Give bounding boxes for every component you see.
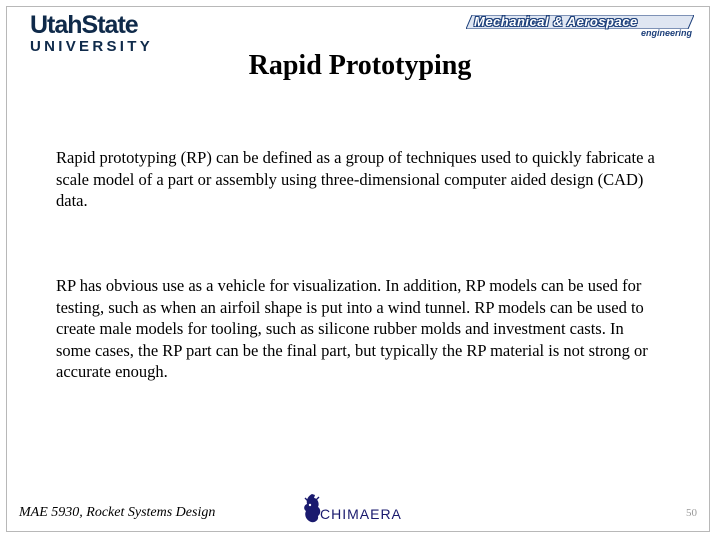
paragraph-uses: RP has obvious use as a vehicle for visualization. In addition, RP models can be used for testing, such as when an airfoil shape is put into a wind tunnel. RP models can be used to create male models for tooling, such as silicone rubber molds and investment casts. In some cases, the RP part can be the final part, but typically the RP material is not strong or accurate enough. (56, 276, 648, 382)
mae-logo-text: Mechanical & Aerospace (474, 14, 638, 29)
usu-logo (30, 13, 153, 55)
chimaera-logo (300, 492, 412, 526)
usu-logo-wordmark: UtahState (30, 11, 138, 39)
usu-logo-subtitle: UNIVERSITY (30, 38, 154, 55)
mae-logo-subtext: engineering (640, 28, 692, 38)
footer-course-label: MAE 5930, Rocket Systems Design (19, 505, 216, 520)
chimaera-logo-text: CHIMAERA (320, 506, 402, 522)
paragraph-definition: Rapid prototyping (RP) can be defined as a group of techniques used to quickly fabricate a scale model of a part or assembly using three-dimensional computer aided design (CAD) data. (56, 148, 655, 211)
slide-frame (6, 6, 710, 532)
page-number: 50 (686, 507, 697, 519)
page-title: Rapid Prototyping (248, 50, 472, 81)
mae-logo (466, 15, 694, 39)
